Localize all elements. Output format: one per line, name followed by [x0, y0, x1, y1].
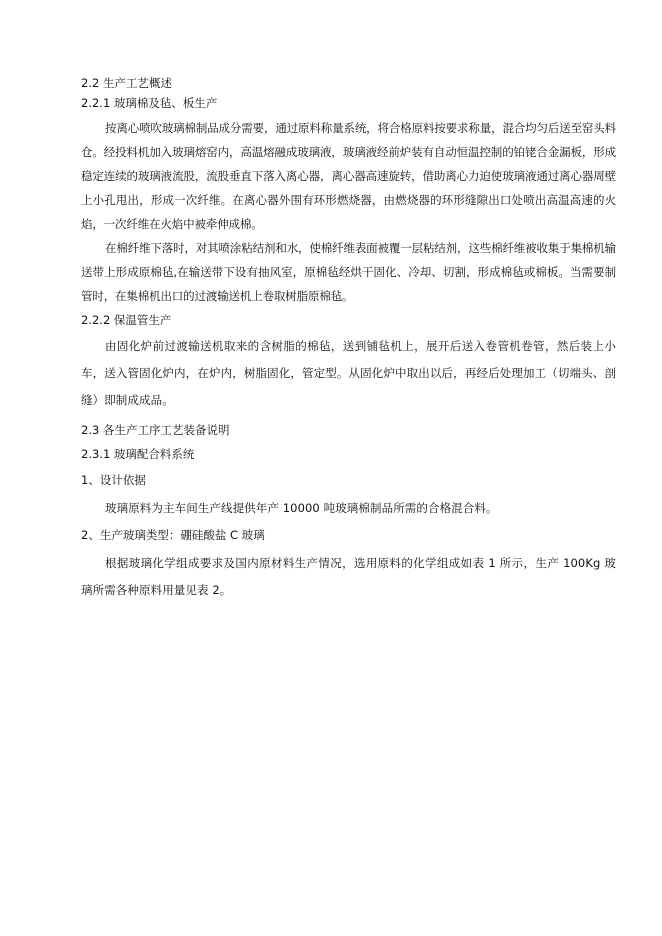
- section-heading-2-3: 2.3 各生产工序工艺装备说明: [81, 423, 230, 437]
- item-heading-glass-type: 2、生产玻璃类型：硼硅酸盐 C 玻璃: [81, 528, 265, 542]
- item-heading-design-basis: 1、设计依据: [81, 473, 146, 487]
- paragraph-binder-spraying: 在棉纤维下落时，对其喷涂粘结剂和水，使棉纤维表面被覆一层粘结剂，这些棉纤维被收集于集棉机输送带上形成原棉毡,在输送带下设有抽风室，原棉毡经烘干固化、冷却、切割，形成棉毡或棉板。当需要制管时，在集棉机出口的过渡输送机上卷取树脂原棉毡。: [81, 241, 616, 303]
- document-body: [81, 74, 616, 604]
- paragraph-design-basis: 玻璃原料为主车间生产线提供年产 10000 吨玻璃棉制品所需的合格混合料。: [105, 501, 498, 515]
- section-heading-2-3-1: 2.3.1 玻璃配合料系统: [81, 447, 195, 461]
- section-heading-2-2-2: 2.2.2 保温管生产: [81, 313, 172, 327]
- paragraph-raw-material-composition: 根据玻璃化学组成要求及国内原材料生产情况，选用原料的化学组成如表 1 所示，生产 100Kg 玻璃所需各种原料用量见表 2。: [81, 556, 616, 597]
- paragraph-pipe-production: 由固化炉前过渡输送机取来的含树脂的棉毡，送到铺毡机上，展开后送入卷管机卷管，然后装上小车，送入管固化炉内，在炉内，树脂固化，管定型。从固化炉中取出以后，再经后处理加工（切端头、剖缝）即制成成品。: [81, 339, 616, 407]
- section-heading-2-2-1: 2.2.1 玻璃棉及毡、板生产: [81, 96, 218, 110]
- section-heading-2-2: 2.2 生产工艺概述: [81, 76, 172, 90]
- paragraph-glass-wool-production: 按离心喷吹玻璃棉制品成分需要，通过原料称量系统，将合格原料按要求称量，混合均匀后送至窑头料仓。经投料机加入玻璃熔窑内，高温熔融成玻璃液，玻璃液经前炉装有自动恒温控制的铂铑合金漏板，形成稳定连续的玻璃液流股，流股垂直下落入离心器，离心器高速旋转，借助离心力迫使玻璃液通过离心器周壁上小孔甩出，形成一次纤维。在离心器外围有环形燃烧器，由燃烧器的环形缝隙出口处喷出高温高速的火焰，一次纤维在火焰中被牵伸成棉。: [81, 121, 616, 231]
